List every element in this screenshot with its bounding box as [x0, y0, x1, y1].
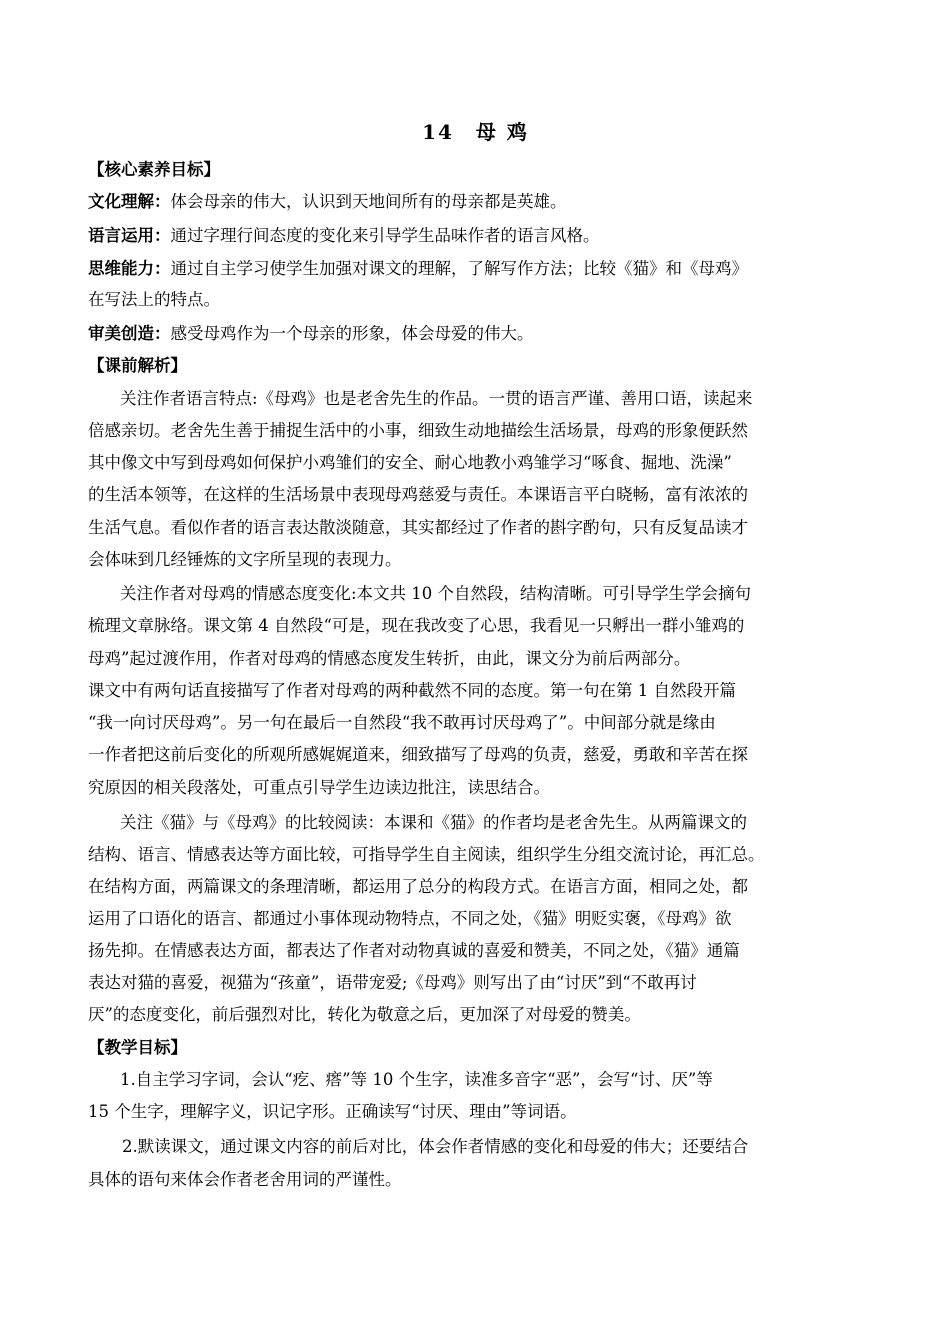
paragraph-line: 的生活本领等，在这样的生活场景中表现母鸡慈爱与责任。本课语言平白晓畅，富有浓浓的	[88, 485, 748, 504]
paragraph-line: “我一向讨厌母鸡”。另一句在最后一自然段“我不敢再讨厌母鸡了”。中间部分就是缘由	[88, 713, 716, 732]
paragraph-line: 其中像文中写到母鸡如何保护小鸡雏们的安全、耐心地教小鸡雏学习“啄食、掘地、洗澡”	[88, 453, 732, 472]
heading-preview-analysis: 【课前解析】	[88, 356, 187, 375]
paragraph-line: 生活气息。看似作者的语言表达散淡随意，其实都经过了作者的斟字酌句，只有反复品读才	[88, 518, 748, 537]
paragraph-line: 表达对猫的喜爱，视猫为“孩童”，语带宠爱;《母鸡》则写出了由“讨厌”到“不敢再讨	[88, 973, 697, 992]
goal-aesthetic	[88, 324, 534, 344]
paragraph-line: 扬先抑。在情感表达方面，都表达了作者对动物真诚的喜爱和赞美，不同之处，《猫》通篇	[88, 941, 740, 960]
paragraph-line: 究原因的相关段落处，可重点引导学生边读边批注，读思结合。	[88, 778, 550, 797]
paragraph-line: 具体的语句来体会作者老舍用词的严谨性。	[88, 1170, 402, 1189]
goal-thinking	[88, 259, 748, 279]
paragraph-line: 母鸡”起过渡作用，作者对母鸡的情感态度发生转折，由此，课文分为前后两部分。	[88, 649, 691, 668]
goal-text: 感受母鸡作为一个母亲的形象，体会母爱的伟大。	[170, 324, 534, 343]
goal-label: 思维能力：	[88, 259, 171, 278]
paragraph-line: 结构、语言、情感表达等方面比较，可指导学生自主阅读，组织学生分组交流讨论，再汇总。	[88, 845, 765, 864]
paragraph-line: 1.自主学习字词，会认“疙、瘩”等 10 个生字，读准多音字“恶”，会写“讨、厌”等	[120, 1070, 713, 1089]
paragraph-line: 15 个生字，理解字义，识记字形。正确读写“讨厌、理由”等词语。	[88, 1102, 577, 1121]
goal-language	[88, 226, 600, 246]
paragraph-line: 一作者把这前后变化的所观所感娓娓道来，细致描写了母鸡的负责，慈爱，勇敢和辛苦在探	[88, 745, 748, 764]
paragraph-line: 关注《猫》与《母鸡》的比较阅读：本课和《猫》的作者均是老舍先生。从两篇课文的	[120, 813, 747, 832]
paragraph-line: 运用了口语化的语言、都通过小事体现动物特点，不同之处，《猫》明贬实褒，《母鸡》欲	[88, 909, 732, 928]
paragraph-line: 关注作者对母鸡的情感态度变化:本文共 10 个自然段，结构清晰。可引导学生学会摘句	[120, 584, 752, 603]
goal-label: 文化理解：	[88, 192, 171, 211]
paragraph-line: 关注作者语言特点:《母鸡》也是老舍先生的作品。一贯的语言严谨、善用口语，读起来	[120, 389, 753, 408]
paragraph-line: 倍感亲切。老舍先生善于捕捉生活中的小事，细致生动地描绘生活场景，母鸡的形象便跃然	[88, 421, 748, 440]
goal-thinking-cont: 在写法上的特点。	[88, 290, 220, 309]
goal-culture	[88, 192, 567, 212]
goal-text: 通过字理行间态度的变化来引导学生品味作者的语言风格。	[170, 226, 600, 245]
paragraph-line: 梳理文章脉络。课文第 4 自然段“可是，现在我改变了心思，我看见一只孵出一群小雏鸡的	[88, 616, 745, 635]
paragraph-line: 2.默读课文，通过课文内容的前后对比，体会作者情感的变化和母爱的伟大；还要结合	[122, 1137, 749, 1156]
paragraph-line: 会体味到几经锤炼的文字所呈现的表现力。	[88, 550, 402, 569]
paragraph-line: 课文中有两句话直接描写了作者对母鸡的两种截然不同的态度。第一句在第 1 自然段开篇	[88, 681, 736, 700]
heading-core-goals: 【核心素养目标】	[88, 160, 220, 179]
goal-label: 审美创造：	[88, 324, 171, 343]
paragraph-line: 在结构方面，两篇课文的条理清晰，都运用了总分的构段方式。在语言方面，相同之处，都	[88, 877, 748, 896]
page-title: 14 母 鸡	[422, 120, 529, 144]
paragraph-line: 厌”的态度变化，前后强烈对比，转化为敬意之后，更加深了对母爱的赞美。	[88, 1005, 641, 1024]
goal-text: 通过自主学习使学生加强对课文的理解，了解写作方法；比较《猫》和《母鸡》	[170, 259, 748, 278]
heading-teaching-goals: 【教学目标】	[88, 1038, 187, 1057]
goal-label: 语言运用：	[88, 226, 171, 245]
goal-text: 体会母亲的伟大，认识到天地间所有的母亲都是英雄。	[170, 192, 567, 211]
